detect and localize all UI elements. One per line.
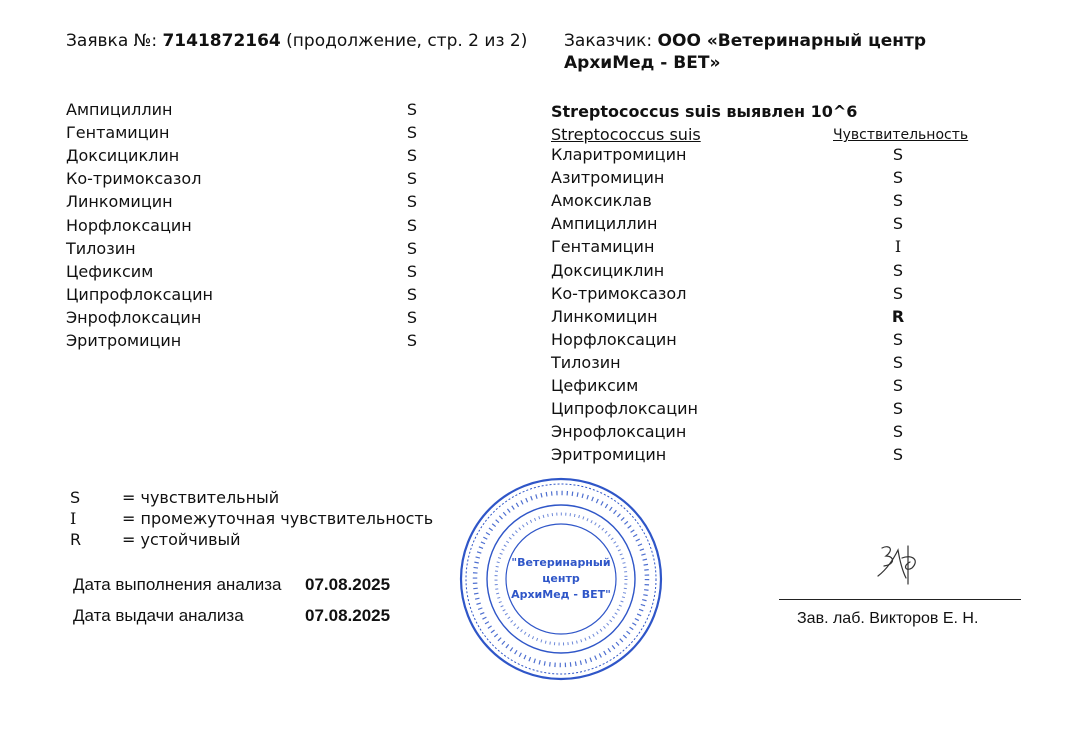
antibiotic-name: Гентамицин <box>66 123 170 143</box>
antibiotic-name: Цефиксим <box>66 261 154 281</box>
legend-key: I <box>70 509 77 528</box>
antibiotic-name: Тилозин <box>551 352 621 372</box>
customer-label: Заказчик: <box>564 31 653 51</box>
antibiotic-name: Азитромицин <box>551 168 665 188</box>
request-header <box>66 30 527 52</box>
sensitivity-value: S <box>406 123 418 143</box>
sensitivity-value: S <box>892 145 904 164</box>
request-label: Заявка №: <box>66 31 158 51</box>
sensitivity-value: I <box>894 237 902 257</box>
antibiotic-name: Кларитромицин <box>551 145 687 164</box>
issued-date-value: 07.08.2025 <box>305 606 391 625</box>
antibiotic-name: Ампициллин <box>551 214 658 234</box>
sensitivity-value: S <box>892 191 904 211</box>
issued-date-label: Дата выдачи анализа <box>73 606 244 625</box>
sensitivity-value: S <box>892 422 904 442</box>
sensitivity-value: S <box>406 238 418 258</box>
sensitivity-column-header: Чувствительность <box>833 127 969 143</box>
completed-date-label: Дата выполнения анализа <box>73 575 282 594</box>
right-table-title: Streptococcus suis выявлен 10^6 <box>551 102 858 121</box>
customer-name-line2: АрхиМед - ВЕТ» <box>564 53 721 73</box>
sensitivity-value: S <box>892 329 904 349</box>
sensitivity-value: S <box>892 168 904 188</box>
sensitivity-value: S <box>406 146 418 166</box>
sensitivity-value: S <box>406 192 418 212</box>
antibiotic-name: Энрофлоксацин <box>66 307 202 327</box>
stamp-center-line2: центр <box>542 572 580 585</box>
customer-header <box>564 30 926 52</box>
antibiotic-name: Энрофлоксацин <box>551 422 687 442</box>
sensitivity-value: S <box>892 260 904 280</box>
antibiotic-name: Линкомицин <box>551 306 658 326</box>
legend-key: R <box>70 530 82 549</box>
sensitivity-value: S <box>892 352 904 372</box>
sensitivity-value: S <box>406 307 418 327</box>
sensitivity-value: S <box>892 399 904 419</box>
antibiotic-name: Линкомицин <box>66 192 173 212</box>
sensitivity-value: R <box>891 306 905 326</box>
antibiotic-name: Доксициклин <box>66 146 180 166</box>
completed-date-value: 07.08.2025 <box>305 575 391 594</box>
request-note: (продолжение, стр. 2 из 2) <box>286 31 528 51</box>
stamp-center-line3: АрхиМед - ВЕТ" <box>511 588 611 601</box>
sensitivity-value: S <box>406 215 418 235</box>
legend-key: S <box>70 488 81 507</box>
antibiotic-name: Амоксиклав <box>551 191 652 211</box>
stamp-center-line1: "Ветеринарный <box>511 556 611 569</box>
seal-stamp <box>456 474 666 684</box>
sensitivity-value: S <box>406 100 418 119</box>
sensitivity-value: S <box>406 169 418 189</box>
antibiotic-name: Ципрофлоксацин <box>551 399 698 419</box>
antibiotic-name: Тилозин <box>66 238 136 258</box>
antibiotic-name: Ко-тримоксазол <box>66 169 202 189</box>
antibiotic-name: Ципрофлоксацин <box>66 284 213 304</box>
signature-text: Зав. лаб. Викторов Е. Н. <box>797 610 979 627</box>
request-number: 7141872164 <box>162 31 281 51</box>
antibiotic-name: Доксициклин <box>551 260 665 280</box>
legend-text: = промежуточная чувствительность <box>122 509 434 528</box>
sensitivity-value: S <box>892 283 904 303</box>
sensitivity-value: S <box>892 376 904 395</box>
antibiotic-name: Ко-тримоксазол <box>551 283 687 303</box>
antibiotic-name: Норфлоксацин <box>66 215 192 235</box>
antibiotic-name: Эритромицин <box>551 445 667 465</box>
sensitivity-value: S <box>406 284 418 304</box>
antibiotic-name: Норфлоксацин <box>551 329 677 349</box>
antibiotic-name: Гентамицин <box>551 237 655 257</box>
sensitivity-value: S <box>892 445 904 465</box>
sensitivity-value: S <box>406 331 418 350</box>
customer-name-line1: ООО «Ветеринарный центр <box>657 31 926 51</box>
organism-column-header: Streptococcus suis <box>551 125 701 144</box>
sensitivity-value: S <box>892 214 904 234</box>
signature-line <box>779 599 1021 600</box>
antibiotic-name: Ампициллин <box>66 100 173 119</box>
antibiotic-name: Эритромицин <box>66 331 182 350</box>
legend-text: = устойчивый <box>122 530 241 549</box>
antibiotic-name: Цефиксим <box>551 376 639 395</box>
sensitivity-value: S <box>406 261 418 281</box>
handwritten-signature <box>872 540 932 590</box>
legend-text: = чувствительный <box>122 488 280 507</box>
